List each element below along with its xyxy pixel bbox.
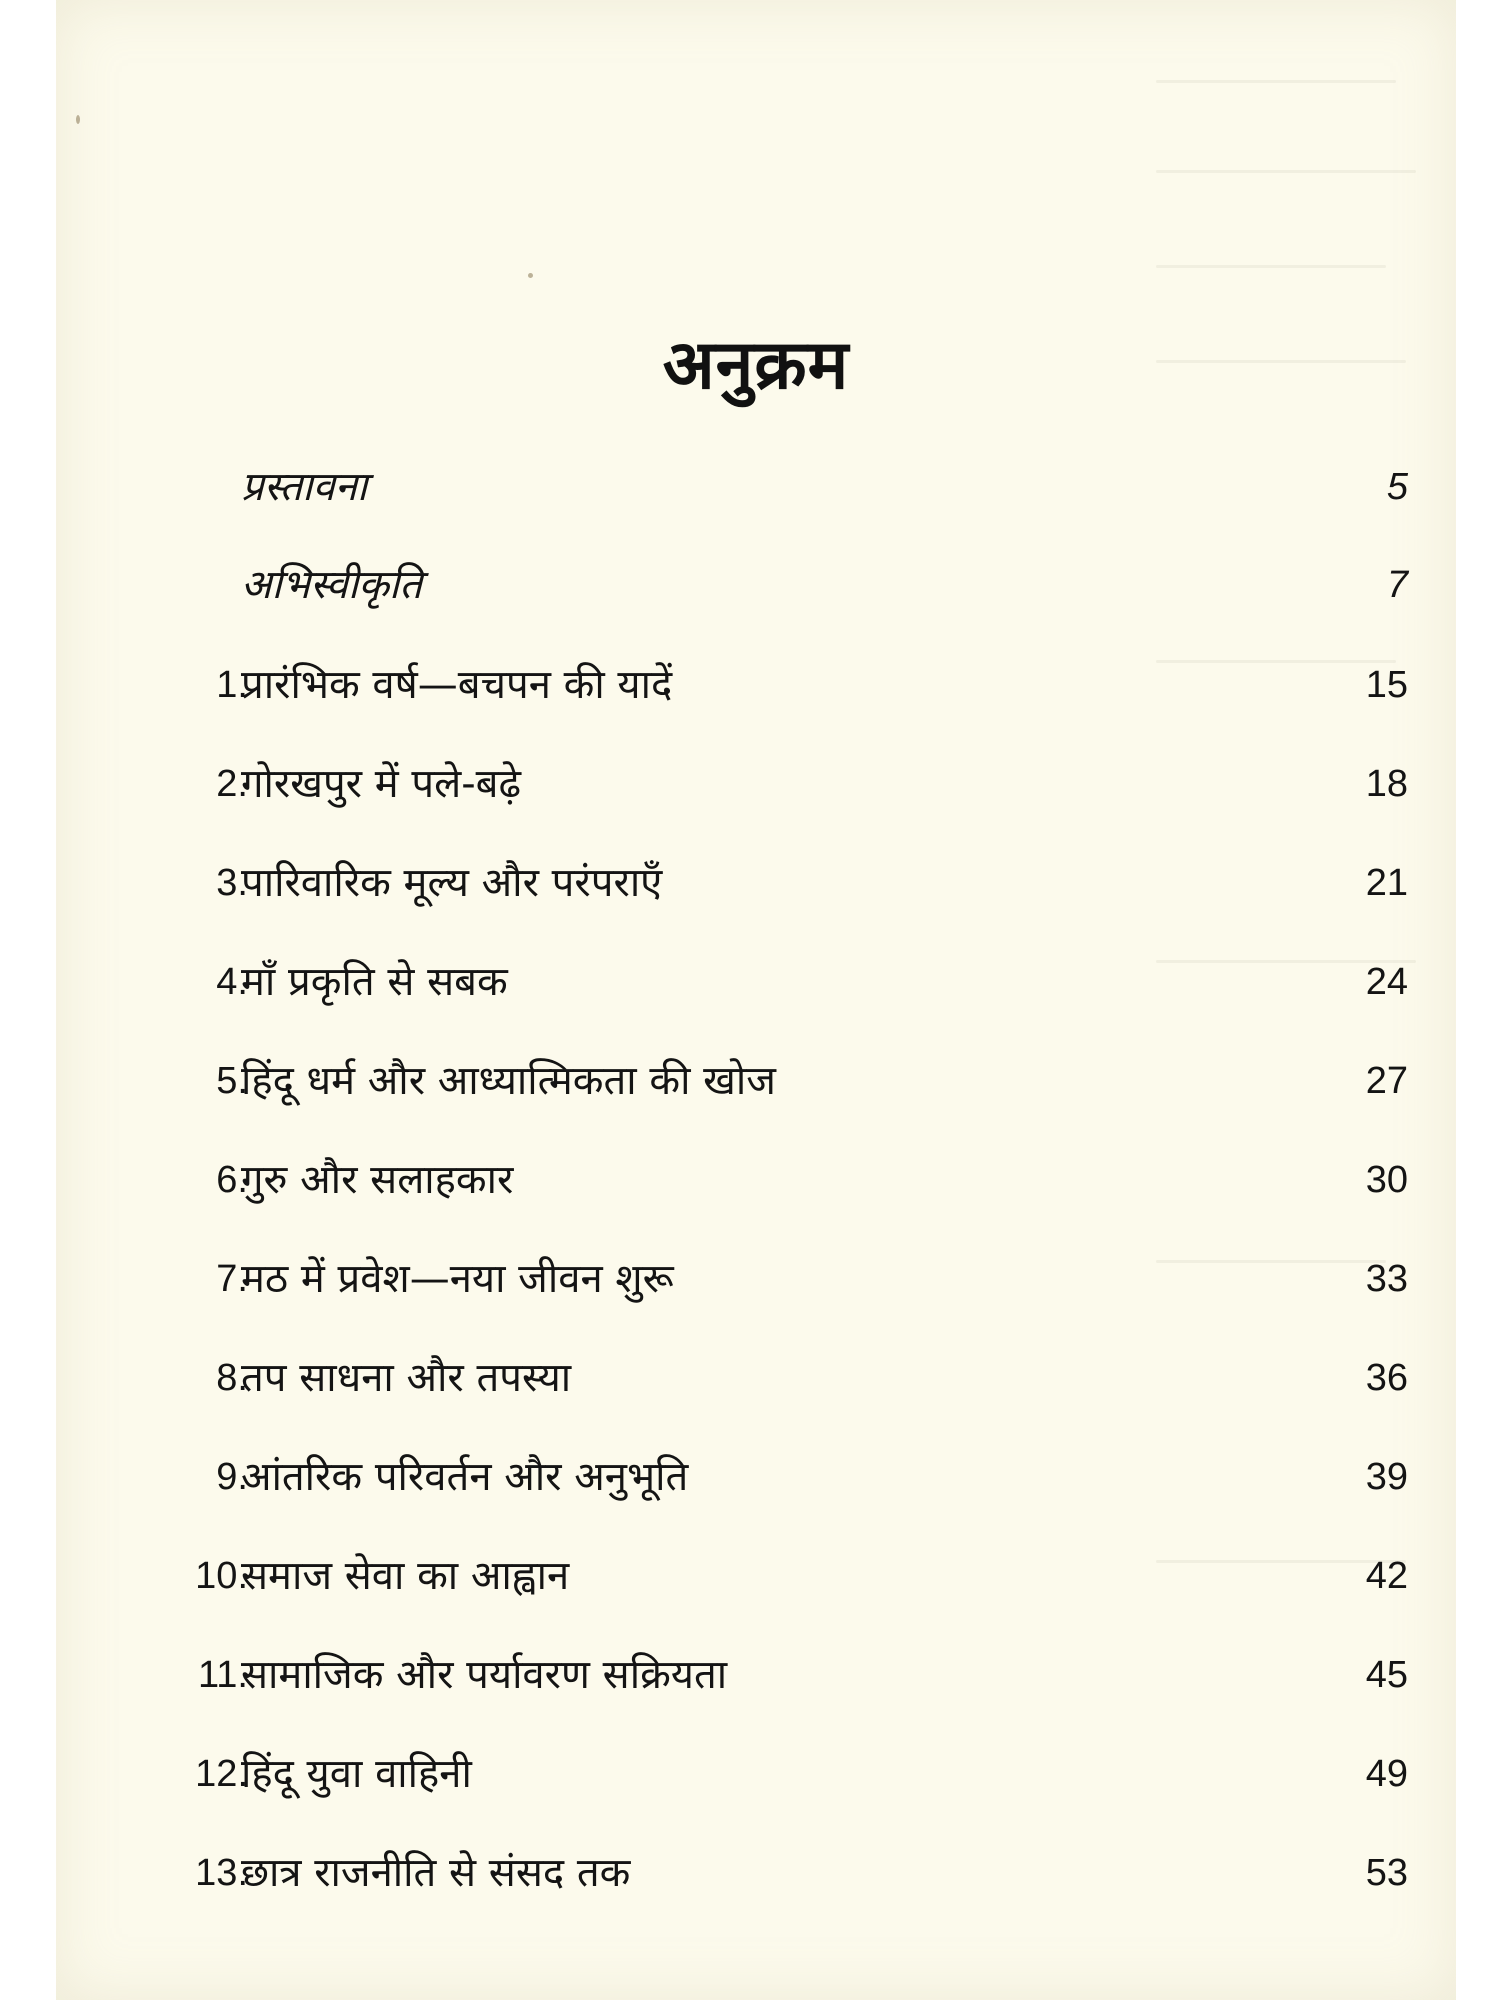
dust-speck (76, 115, 80, 124)
toc-row-acknowledgement (56, 550, 1456, 620)
toc-entry-title: हिंदू धर्म और आध्यात्मिकता की खोज (241, 1058, 776, 1104)
toc-entry-title: आंतरिक परिवर्तन और अनुभूति (241, 1454, 689, 1500)
toc-entry-title: समाज सेवा का आह्वान (241, 1553, 570, 1599)
book-page (56, 0, 1456, 2000)
toc-row-chapter-7 (56, 1244, 1456, 1314)
show-through-mark (1156, 80, 1396, 83)
toc-entry-title: मठ में प्रवेश—नया जीवन शुरू (241, 1256, 674, 1302)
toc-row-chapter-5 (56, 1046, 1456, 1116)
toc-chapter-number: 11. (197, 1654, 248, 1696)
toc-entry-page: 49 (1365, 1753, 1408, 1795)
toc-row-chapter-4 (56, 947, 1456, 1017)
toc-entry-title: तप साधना और तपस्या (241, 1355, 572, 1401)
toc-entry-title: सामाजिक और पर्यावरण सक्रियता (241, 1652, 728, 1698)
toc-chapter-number: 12. (195, 1753, 248, 1795)
page-title: अनुक्रम (662, 325, 850, 405)
toc-row-chapter-13 (56, 1838, 1456, 1908)
toc-entry-page: 21 (1365, 862, 1408, 904)
toc-entry-title: छात्र राजनीति से संसद तक (241, 1850, 631, 1896)
toc-entry-title: पारिवारिक मूल्य और परंपराएँ (241, 860, 663, 906)
toc-entry-title: प्रारंभिक वर्ष—बचपन की यादें (241, 662, 673, 708)
toc-row-chapter-3 (56, 848, 1456, 918)
toc-entry-page: 42 (1365, 1555, 1408, 1597)
toc-chapter-number: 6. (216, 1159, 248, 1201)
toc-entry-page: 27 (1365, 1060, 1408, 1102)
toc-entry-title: अभिस्वीकृति (241, 562, 423, 608)
toc-entry-title: माँ प्रकृति से सबक (241, 959, 508, 1005)
toc-entry-page: 7 (1386, 564, 1408, 606)
toc-entry-title: प्रस्तावना (241, 464, 368, 510)
toc-row-chapter-10 (56, 1541, 1456, 1611)
toc-chapter-number: 13. (195, 1852, 248, 1894)
toc-entry-page: 39 (1365, 1456, 1408, 1498)
toc-chapter-number: 7. (216, 1258, 248, 1300)
toc-row-chapter-8 (56, 1343, 1456, 1413)
toc-row-chapter-12 (56, 1739, 1456, 1809)
show-through-mark (1156, 265, 1386, 268)
toc-row-chapter-9 (56, 1442, 1456, 1512)
toc-row-chapter-11 (56, 1640, 1456, 1710)
toc-chapter-number: 1. (216, 664, 248, 706)
toc-row-chapter-2 (56, 749, 1456, 819)
toc-entry-page: 36 (1365, 1357, 1408, 1399)
toc-chapter-number: 10. (195, 1555, 248, 1597)
toc-entry-page: 33 (1365, 1258, 1408, 1300)
show-through-mark (1156, 170, 1416, 173)
dust-speck (528, 273, 533, 278)
toc-entry-page: 24 (1365, 961, 1408, 1003)
toc-chapter-number: 2. (216, 763, 248, 805)
toc-entry-title: गोरखपुर में पले-बढ़े (241, 761, 522, 807)
toc-row-chapter-1 (56, 650, 1456, 720)
toc-entry-title: गुरु और सलाहकार (241, 1157, 514, 1203)
toc-entry-page: 15 (1365, 664, 1408, 706)
toc-chapter-number: 3. (216, 862, 248, 904)
toc-chapter-number: 5. (216, 1060, 248, 1102)
toc-entry-page: 18 (1365, 763, 1408, 805)
toc-entry-title: हिंदू युवा वाहिनी (241, 1751, 472, 1797)
toc-entry-page: 5 (1386, 466, 1408, 508)
toc-row-preface (56, 452, 1456, 522)
toc-entry-page: 53 (1365, 1852, 1408, 1894)
toc-chapter-number: 9. (216, 1456, 248, 1498)
toc-chapter-number: 8. (216, 1357, 248, 1399)
toc-chapter-number: 4. (216, 961, 248, 1003)
toc-row-chapter-6 (56, 1145, 1456, 1215)
toc-entry-page: 30 (1365, 1159, 1408, 1201)
toc-entry-page: 45 (1365, 1654, 1408, 1696)
